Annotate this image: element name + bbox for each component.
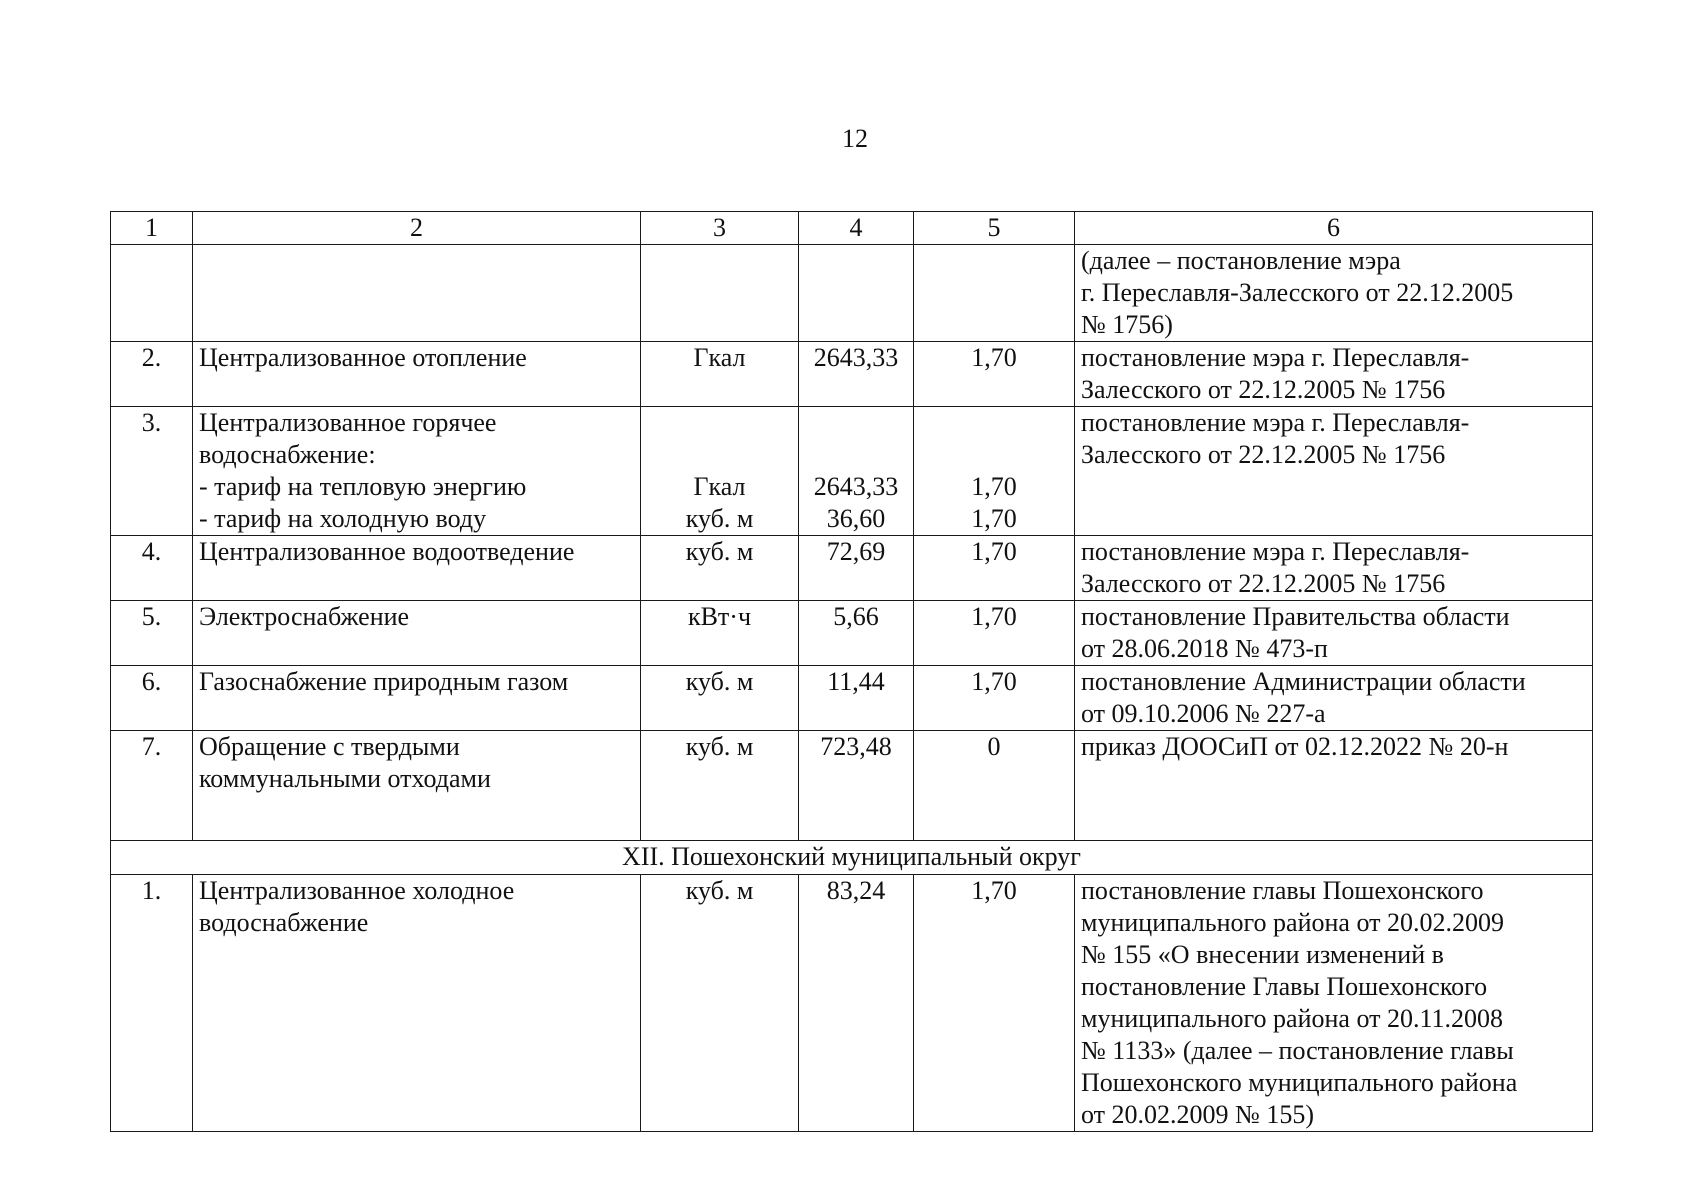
volume-value-line: 72,69: [826, 537, 886, 566]
volume-value: [799, 666, 914, 731]
unit: [641, 407, 799, 536]
legal-document-line: № 155 «О внесении изменений в: [1081, 940, 1444, 969]
legal-document-line: постановление мэра г. Переславля-: [1081, 343, 1470, 372]
volume-value-line: 723,48: [820, 732, 892, 761]
page-number: 12: [842, 124, 868, 153]
unit-line: куб. м: [685, 732, 754, 761]
header-col-2: 2: [193, 212, 641, 245]
service-name: [193, 536, 641, 601]
coefficient-line: 1,70: [971, 667, 1017, 696]
volume-value: [799, 245, 914, 342]
row-number-cell: [111, 731, 193, 841]
legal-document-line: постановление мэра г. Переславля-: [1081, 537, 1470, 566]
legal-document-line: Залесского от 22.12.2005 № 1756: [1081, 440, 1446, 469]
unit-line: [647, 439, 792, 471]
coefficient: [914, 731, 1075, 841]
row-number-cell: [111, 245, 193, 342]
legal-document-line: муниципального района от 20.11.2008: [1081, 1004, 1504, 1033]
row-number-cell: [111, 342, 193, 407]
legal-document-line: постановление главы Пошехонского: [1081, 876, 1484, 905]
section-header-row: [111, 841, 1593, 875]
row-number: 5.: [141, 602, 162, 631]
row-number: 3.: [141, 408, 162, 437]
header-col-6: 6: [1075, 212, 1593, 245]
service-name: [193, 666, 641, 731]
unit-line: Гкал: [693, 472, 746, 501]
volume-value: [799, 601, 914, 666]
unit-line: куб. м: [685, 667, 754, 696]
legal-document-line: № 1756): [1081, 310, 1173, 339]
legal-document-line: (далее – постановление мэра: [1081, 246, 1401, 275]
legal-document-line: постановление Главы Пошехонского: [1081, 972, 1488, 1001]
coefficient-line: 0: [987, 732, 1001, 761]
legal-document-line: приказ ДООСиП от 02.12.2022 № 20-н: [1081, 732, 1509, 761]
volume-value-line: [805, 439, 907, 471]
legal-document-line: Залесского от 22.12.2005 № 1756: [1081, 375, 1446, 404]
section-title: XII. Пошехонский муниципальный округ: [111, 841, 1593, 875]
volume-value-line: 83,24: [826, 876, 886, 905]
legal-document: [1075, 666, 1593, 731]
service-name: [193, 342, 641, 407]
unit: [641, 875, 799, 1132]
legal-document: [1075, 342, 1593, 407]
row-number-cell: [111, 601, 193, 666]
coefficient-line: 1,70: [971, 504, 1017, 533]
table-row: [111, 601, 1593, 666]
unit-line: куб. м: [685, 504, 754, 533]
volume-value: [799, 407, 914, 536]
service-name-line: водоснабжение: [199, 908, 369, 937]
volume-value: [799, 536, 914, 601]
table-row: [111, 536, 1593, 601]
legal-document: [1075, 601, 1593, 666]
unit: [641, 536, 799, 601]
coefficient-line: 1,70: [971, 602, 1017, 631]
unit: [641, 666, 799, 731]
service-name-line: Газоснабжение природным газом: [199, 667, 569, 696]
unit-line: [647, 407, 792, 439]
service-name-line: Централизованное горячее: [199, 408, 497, 437]
unit-line: кВт·ч: [687, 602, 752, 631]
volume-value-line: 11,44: [827, 667, 885, 696]
table-row: [111, 407, 1593, 536]
coefficient: [914, 245, 1075, 342]
row-number: 1.: [141, 876, 162, 905]
unit-line: куб. м: [685, 537, 754, 566]
coefficient-line: 1,70: [971, 876, 1017, 905]
table-row: [111, 666, 1593, 731]
volume-value: [799, 875, 914, 1132]
header-col-5: 5: [914, 212, 1075, 245]
row-number-cell: [111, 875, 193, 1132]
row-number-cell: [111, 666, 193, 731]
service-name-line: Централизованное холодное: [199, 876, 515, 905]
coefficient: [914, 407, 1075, 536]
unit: [641, 731, 799, 841]
coefficient: [914, 536, 1075, 601]
row-number: 2.: [141, 343, 162, 372]
table-row: [111, 875, 1593, 1132]
legal-document-line: постановление мэра г. Переславля-: [1081, 408, 1470, 437]
legal-document-line: постановление Правительства области: [1081, 602, 1510, 631]
volume-value: [799, 731, 914, 841]
legal-document-line: Пошехонского муниципального района: [1081, 1068, 1518, 1097]
coefficient-line: 1,70: [971, 343, 1017, 372]
service-name-line: Обращение с твердыми: [199, 732, 460, 761]
table-row: [111, 245, 1593, 342]
coefficient: [914, 666, 1075, 731]
legal-document-line: № 1133» (далее – постановление главы: [1081, 1036, 1514, 1065]
legal-document: [1075, 536, 1593, 601]
unit: [641, 245, 799, 342]
legal-document-line: муниципального района от 20.02.2009: [1081, 908, 1504, 937]
legal-document: [1075, 731, 1593, 841]
coefficient-line: [920, 407, 1068, 439]
service-name-line: - тариф на холодную воду: [199, 504, 487, 533]
unit-line: Гкал: [693, 343, 746, 372]
service-name-line: Электроснабжение: [199, 602, 410, 631]
unit-line: куб. м: [685, 876, 754, 905]
tariff-table: [110, 211, 1593, 1132]
service-name: [193, 731, 641, 841]
table-row: [111, 731, 1593, 841]
table-header-row: [111, 212, 1593, 245]
volume-value-line: 5,66: [833, 602, 879, 631]
service-name-line: Централизованное водоотведение: [199, 537, 575, 566]
service-name: [193, 407, 641, 536]
coefficient: [914, 342, 1075, 407]
unit: [641, 601, 799, 666]
legal-document-line: от 09.10.2006 № 227-а: [1081, 699, 1326, 728]
row-number-cell: [111, 407, 193, 536]
volume-value: [799, 342, 914, 407]
row-number: 6.: [141, 667, 162, 696]
legal-document: [1075, 245, 1593, 342]
service-name-line: коммунальными отходами: [199, 764, 491, 793]
legal-document: [1075, 407, 1593, 536]
volume-value-line: 2643,33: [813, 343, 899, 372]
legal-document: [1075, 875, 1593, 1132]
legal-document-line: от 20.02.2009 № 155): [1081, 1100, 1314, 1129]
service-name-line: - тариф на тепловую энергию: [199, 472, 527, 501]
service-name-line: Централизованное отопление: [199, 343, 527, 372]
volume-value-line: 2643,33: [813, 472, 899, 501]
row-number: 7.: [141, 732, 162, 761]
row-number: 4.: [141, 537, 162, 566]
unit: [641, 342, 799, 407]
header-col-3: 3: [641, 212, 799, 245]
row-number-cell: [111, 536, 193, 601]
service-name: [193, 245, 641, 342]
volume-value-line: 36,60: [826, 504, 886, 533]
service-name-line: водоснабжение:: [199, 440, 376, 469]
legal-document-line: постановление Администрации области: [1081, 667, 1526, 696]
table-row: [111, 342, 1593, 407]
coefficient-line: 1,70: [971, 537, 1017, 566]
coefficient-line: [920, 439, 1068, 471]
legal-document-line: г. Переславля-Залесского от 22.12.2005: [1081, 278, 1514, 307]
service-name: [193, 601, 641, 666]
header-col-1: 1: [111, 212, 193, 245]
service-name: [193, 875, 641, 1132]
header-col-4: 4: [799, 212, 914, 245]
legal-document-line: от 28.06.2018 № 473-п: [1081, 634, 1328, 663]
coefficient: [914, 601, 1075, 666]
legal-document-line: Залесского от 22.12.2005 № 1756: [1081, 569, 1446, 598]
volume-value-line: [805, 407, 907, 439]
coefficient-line: 1,70: [971, 472, 1017, 501]
coefficient: [914, 875, 1075, 1132]
